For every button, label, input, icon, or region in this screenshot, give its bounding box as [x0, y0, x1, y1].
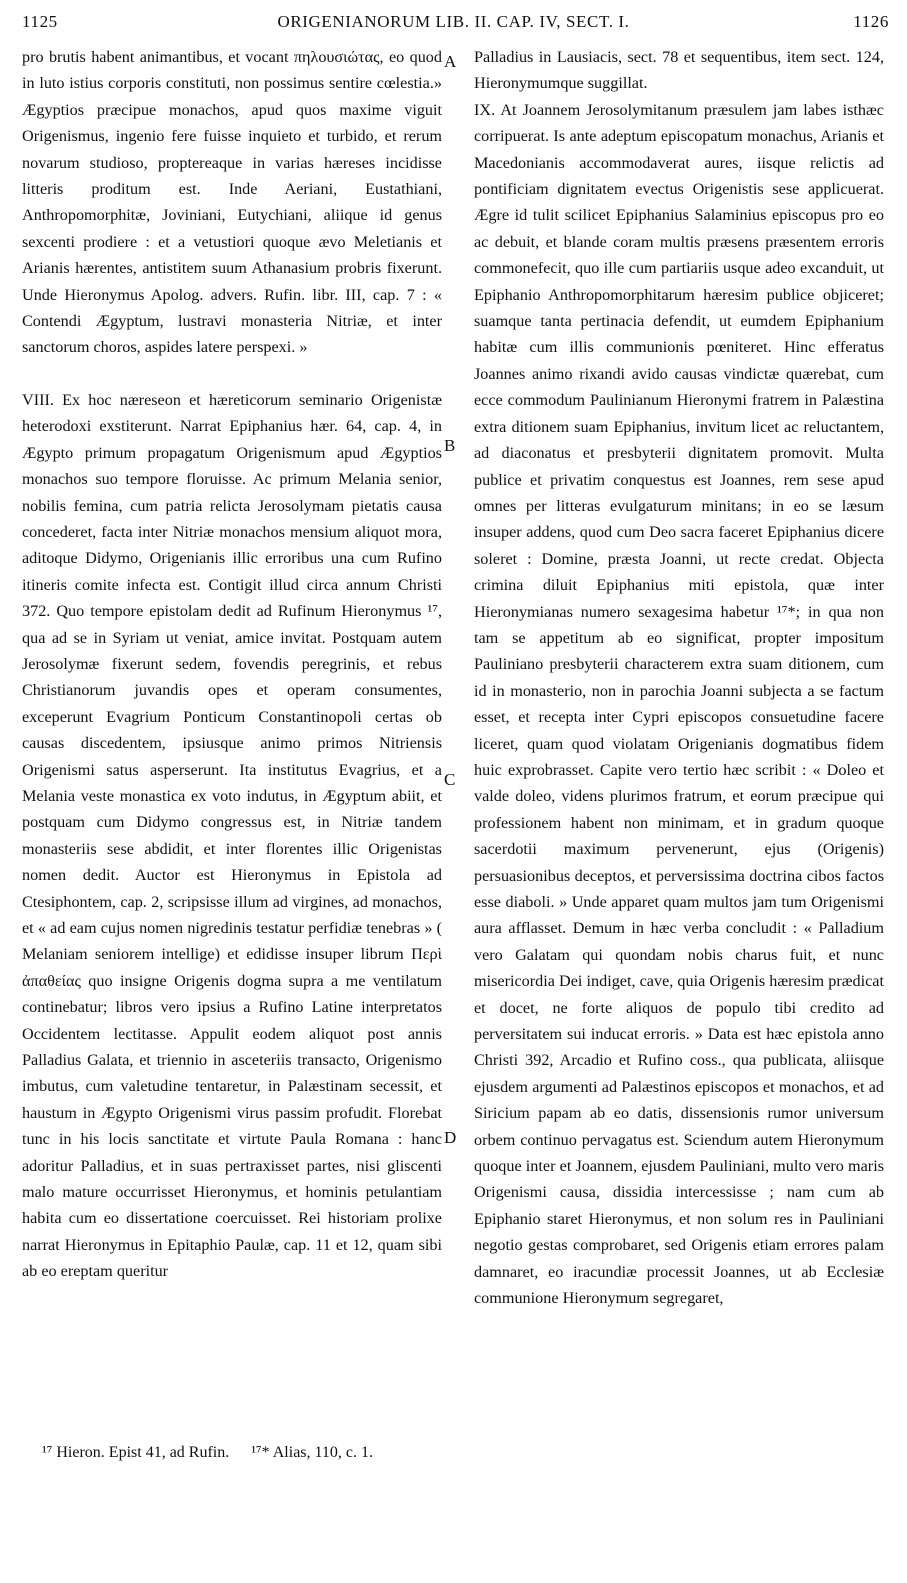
left-column — [22, 44, 442, 1285]
running-title: ORIGENIANORUM LIB. II. CAP. IV, SECT. I. — [277, 12, 630, 31]
footnotes — [42, 1444, 391, 1462]
left-paragraph-2: VIII. Ex hoc næreseon et hæreticorum seminario Origenistæ heterodoxi exstiterunt. Narrat Epiphanius hær. 64, cap. 4, in Ægypto primum propagatum Origenismum apud Ægyptios monachos suo tempore floruisse. Ac primum Melania senior, nobilis femina, cum patria relicta Jerosolymam pietatis causa concederet, facta inter Nitriæ monachos mensium aliquot mora, aditoque Didymo, Origenianis illic erroribus una cum Rufino itineris comite infecta est. Contigit illud circa annum Christi 372. Quo tempore epistolam dedit ad Rufinum Hieronymus ¹⁷, qua ad se in Syriam ut veniat, amice invitat. Postquam autem Jerosolymæ fixerunt sedem, fovendis peregrinis, et rebus Christianorum juvandis opes et operam consumentes, exceperunt Evagrium Ponticum Constantinopoli certas ob causas discedentem, ipsiusque animo primos Nitriensis Origenismi satus asperserunt. Ita institutus Evagrius, et a Melania veste monastica ex voto indutus, in Ægyptum abiit, et postquam cum Didymo congressus est, in Nitriæ tandem monasteriis sese abdidit, et inter florentes illic Origenistas nomen dedit. Auctor est Hieronymus in Epistola ad Ctesiphontem, cap. 2, scripsisse illum ad virgines, ad monachos, et « ad eam cujus nomen nigredinis testatur perfidiæ tenebras » ( Melaniam seniorem intellige) et edidisse insuper librum Περὶ ἀπαθείας quo insigne Origenis dogma supra a me ventilatum continebatur; libros vero ipsius a Rufino Latine interpretatos Occidentem lectitasse. Appulit eodem aliquot post annis Palladius Galata, et triennio in asceteriis transacto, Origenismo imbutus, cum valetudine tentaretur, in Palæstinam secessit, et haustum in Ægypto Origenismi virus passim profudit. Florebat tunc in his locis sanctitate et virtute Paula Romana : hanc adoritur Palladius, et in suas pertraxisset partes, nisi gliscenti malo mature occurrisset Hieronymus, et hominis petulantiam habita cum eo dissertatione coercuisset. Rei historiam prolixe narrat Hieronymus in Epitaphio Paulæ, cap. 11 et 12, quam sibi ab eo ereptam queritur — [22, 390, 442, 1281]
margin-letter-a: A — [444, 52, 457, 71]
margin-letter-b: B — [444, 436, 456, 455]
page-number-right: 1126 — [853, 12, 889, 31]
footnote-2: ¹⁷* Alias, 110, c. 1. — [251, 1444, 374, 1461]
margin-letter-c: C — [444, 770, 456, 789]
left-paragraph-1: pro brutis habent animantibus, et vocant πηλουσιώτας, eo quod in luto istius corporis constituti, non possimus sentire cœlestia.» Ægyptios præcipue monachos, apud quos maxime viguit Origenismus, ingenio fere fuisse inquieto et turbido, et rerum novarum studioso, proptereaque in varias hæreses incidisse litteris proditum est. Inde Aeriani, Eustathiani, Anthropomorphitæ, Joviniani, Eutychiani, aliique id genus sexcenti prodiere : et a vetustiori quoque ævo Meletianis et Arianis hærentes, antistitem suum Athanasium probris fixerunt. Unde Hieronymus Apolog. advers. Rufin. libr. III, cap. 7 : « Contendi Ægyptum, lustravi monasteria Nitriæ, et inter sanctorum choros, aspides latere perspexi. » — [22, 48, 442, 357]
right-paragraph-2: IX. At Joannem Jerosolymitanum præsulem jam labes isthæc corripuerat. Is ante adeptum episcopatum monachus, Arianis et Macedonianis accommodaverat aures, iisque relictis ad pontificiam dignitatem evectus Origenistis sese applicuerat. Ægre id tulit scilicet Epiphanius Salaminius episcopus pro eo ac debuit, et blande coram multis præsens præsentem erroris commonefecit, quo ille cum partiariis usque adeo excanduit, ut Epiphanio Anthropomorphitarum hæresim publice objiceret; suamque tanta pertinacia defendit, ut eumdem Epiphanium habitæ cum illis communionis pœniteret. Hinc efferatus Joannes animo rixandi avido causas vindictæ quærebat, cum ecce commodum Paulinianum Hieronymi fratrem in Palæstina extra ditionem suam Epiphanius, invitum licet ac reluctantem, ad diaconatus et presbyterii dignitatem promovit. Multa publice et privatim conquestus est Joannes, rem sese apud omnes per litteras evulgaturum minitans; in eo se læsum insuper addens, quod cum Deo sacra faceret Epiphanius dicere soleret : Domine, præsta Joanni, ut recte credat. Objecta crimina diluit Epiphanius miti epistola, quæ inter Hieronymianas numero sexagesima habetur ¹⁷*; in qua non tam se appetitum ab eo significat, propter impositum Pauliniano presbyterii characterem extra suam ditionem, cum id in monasterio, non in parochia Joanni subjecta a se factum esset, et recepta inter Cypri episcopos consuetudine facere liceret, quam quod violatam Origenianis dogmatibus fidem huic exprobrasset. Capite vero tertio hæc scribit : « Doleo et valde doleo, videns plurimos fratrum, et eorum præcipue qui professionem habent non minimam, et in gradum quoque sacerdotii maximum pervenerunt, ejus (Origenis) persuasionibus deceptos, et perversissima doctrina cibos factos esse diaboli. » Unde apparet quam multos jam tum Origenismi aura afflasset. Demum in hæc verba concludit : « Palladium vero Galatam qui quondam nobis charus fuit, et nunc misericordia Dei indiget, cave, quia Origenis hæresim prædicat et docet, ne forte aliquos de populo tibi credito ad perversitatem sui inducat erroris. » Data est hæc epistola anno Christi 392, Arcadio et Rufino coss., qua publicata, aliisque ejusdem argumenti ad Palæstinos episcopos et monachos, et ad Siricium papam ab eo datis, dissensionis rumor universum orbem continuo pervagatus est. Sciendum autem Hieronymum quoque inter et Joannem, ejusdem Pauliniani, multo vero maris Origenismi causa, dissidia intercessisse ; nam cum ab Epiphanio staret Hieronymus, et non solum res in Pauliniani negotio gestas comprobaret, sed Origenis etiam errores palam damnaret, eo iracundiæ processit Joannes, ut ab Ecclesiæ communione Hieronymum segregaret, — [474, 100, 884, 1308]
right-column — [474, 44, 884, 1312]
footnote-1: ¹⁷ Hieron. Epist 41, ad Rufin. — [42, 1444, 230, 1461]
margin-letter-d: D — [444, 1128, 457, 1147]
right-paragraph-1: Palladius in Lausiacis, sect. 78 et sequentibus, item sect. 124, Hieronymumque suggillat. — [474, 48, 884, 93]
paragraph-gap — [22, 361, 442, 387]
page-number-left: 1125 — [22, 12, 58, 31]
